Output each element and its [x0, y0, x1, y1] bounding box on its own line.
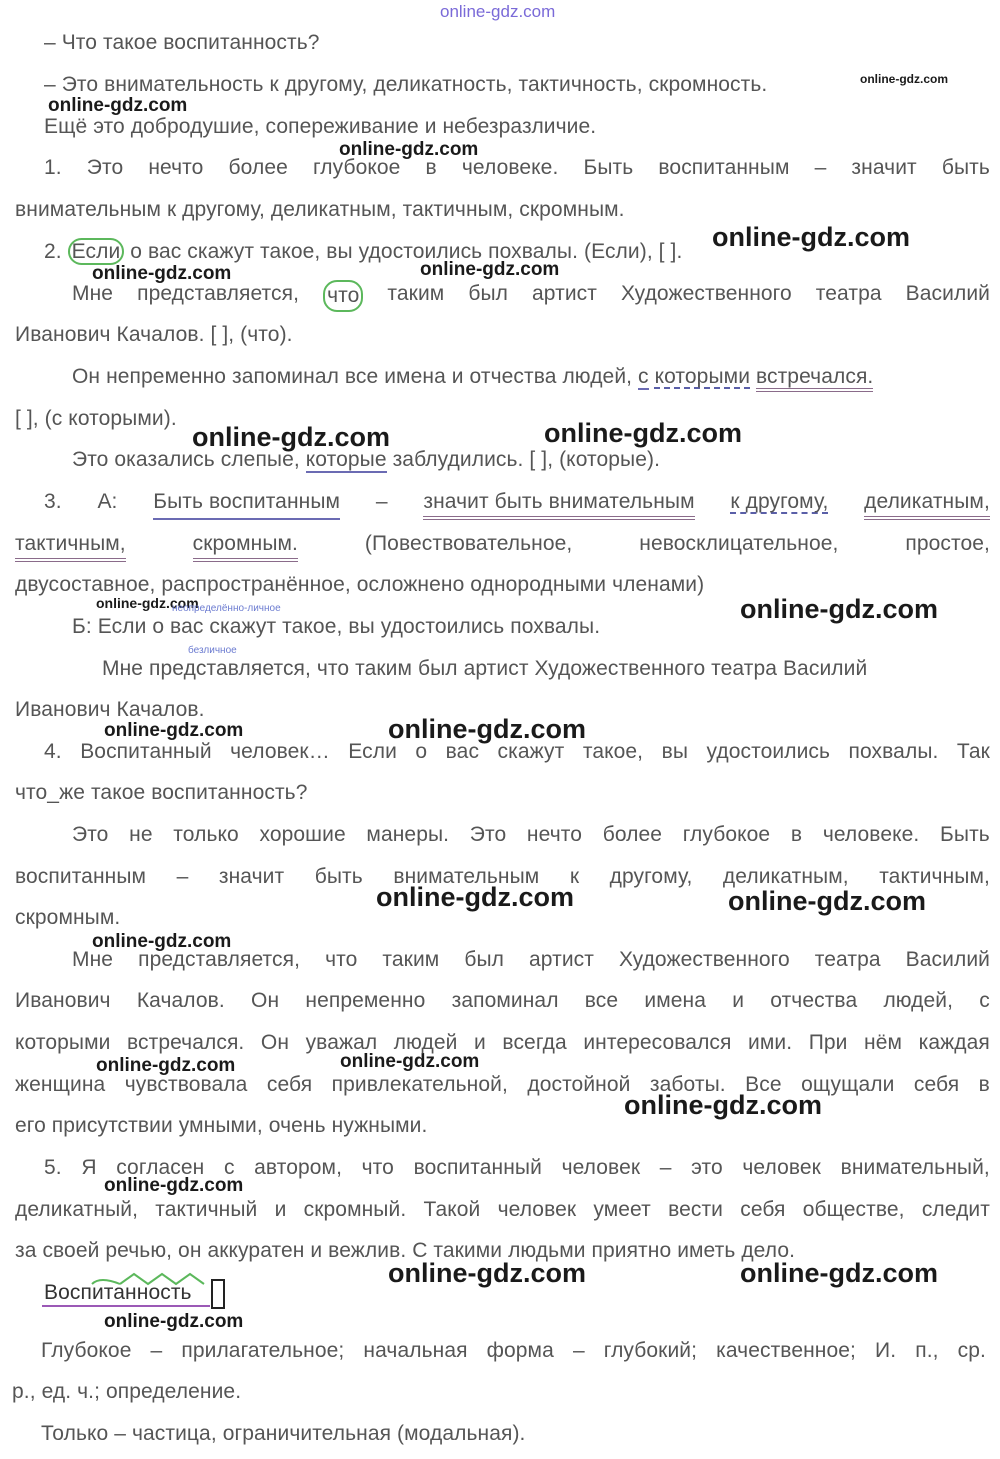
- p3-line-f: Иванович Качалов.: [15, 698, 205, 721]
- watermark: online-gdz.com: [96, 595, 199, 611]
- p3-line-b: тактичным, скромным. (Повествовательное, невосклицательное, простое,: [15, 530, 990, 562]
- p4-line-b: что_же такое воспитанность?: [15, 781, 308, 804]
- morph-line-1a: Глубокое – прилагательное; начальная форма – глубокий; качественное; И. п., ср.: [41, 1339, 986, 1362]
- watermark: online-gdz.com: [96, 1055, 236, 1076]
- p4-line-j: его присутствии умными, очень нужными.: [15, 1114, 428, 1137]
- p5-line-c: за своей речью, он аккуратен и вежлив. С такими людьми приятно иметь дело.: [15, 1239, 796, 1262]
- label-impersonal: безличное: [188, 645, 237, 656]
- answer-line-1: – Это внимательность к другому, деликатность, тактичность, скромность.: [44, 73, 768, 96]
- p4-line-i: женщина чувствовала себя привлекательной, достойной заботы. Все ощущали себя в: [15, 1073, 990, 1096]
- watermark: online-gdz.com: [624, 1090, 822, 1120]
- watermark: online-gdz.com: [740, 1258, 938, 1288]
- p4-line-e: скромным.: [15, 906, 121, 929]
- p1-line-b: внимательным к другому, деликатным, тактичным, скромным.: [15, 198, 625, 221]
- p3-line-a: 3. А: Быть воспитанным – значит быть внимательным к другому, деликатным,: [44, 488, 990, 520]
- watermark: online-gdz.com: [192, 422, 390, 452]
- watermark: online-gdz.com: [104, 1311, 244, 1332]
- watermark: online-gdz.com: [388, 1258, 586, 1288]
- p4-line-h: которыми встречался. Он уважал людей и всегда интересовался ими. При нём каждая: [15, 1031, 990, 1054]
- p3-line-d: Б: Если о вас скажут такое, вы удостоились похвалы.: [72, 615, 601, 638]
- p2-line-c: Иванович Качалов. [ ], (что).: [15, 323, 293, 346]
- watermark: online-gdz.com: [712, 222, 910, 252]
- morpheme-word: Воспитанность: [44, 1281, 192, 1304]
- p3-line-c: двусоставное, распространённое, осложнено однородными членами): [15, 573, 705, 596]
- p4-line-d: воспитанным – значит быть внимательным к другому, деликатным, тактичным,: [15, 865, 990, 888]
- morph-line-1b: р., ед. ч.; определение.: [12, 1380, 242, 1403]
- p3-line-e: Мне представляется, что таким был артист Художественного театра Василий: [102, 657, 868, 680]
- morph-line-2: Только – частица, ограничительная (модальная).: [41, 1422, 526, 1445]
- circled-word: Если: [68, 238, 125, 265]
- p2-line-a: 2. Если о вас скажут такое, вы удостоились похвалы. (Если), [ ].: [44, 240, 683, 263]
- p4-line-c: Это не только хорошие манеры. Это нечто более глубокое в человеке. Быть: [72, 823, 990, 846]
- answer-line-2: Ещё это добродушие, сопереживание и небезразличие.: [44, 115, 597, 138]
- watermark-top: online-gdz.com: [440, 2, 556, 21]
- p2-line-f: Это оказались слепые, которые заблудились. [ ], (которые).: [72, 448, 661, 471]
- label-indefinite-personal: неопределённо-личное: [172, 603, 281, 614]
- p4-line-f: Мне представляется, что таким был артист Художественного театра Василий: [72, 948, 990, 971]
- watermark: online-gdz.com: [340, 1051, 480, 1072]
- watermark: online-gdz.com: [104, 720, 244, 741]
- watermark: online-gdz.com: [92, 263, 232, 284]
- watermark: online-gdz.com: [388, 714, 586, 744]
- watermark: online-gdz.com: [48, 95, 188, 116]
- watermark: online-gdz.com: [860, 72, 948, 86]
- p5-line-a: 5. Я согласен с автором, что воспитанный человек – это человек внимательный,: [44, 1156, 990, 1179]
- watermark: online-gdz.com: [376, 882, 574, 912]
- p5-line-b: деликатный, тактичный и скромный. Такой человек умеет вести себя обществе, следит: [15, 1198, 990, 1221]
- watermark: online-gdz.com: [544, 418, 742, 448]
- circled-word: что: [323, 280, 363, 312]
- watermark: online-gdz.com: [92, 931, 232, 952]
- p4-line-g: Иванович Качалов. Он непременно запоминал все имена и отчества людей, с: [15, 989, 990, 1012]
- question-line: – Что такое воспитанность?: [44, 31, 320, 54]
- p2-line-e: [ ], (с которыми).: [15, 407, 177, 430]
- watermark: online-gdz.com: [420, 259, 560, 280]
- p1-line-a: 1. Это нечто более глубокое в человеке. Быть воспитанным – значит быть: [44, 156, 990, 179]
- watermark: online-gdz.com: [728, 886, 926, 916]
- watermark: online-gdz.com: [740, 594, 938, 624]
- watermark: online-gdz.com: [339, 139, 479, 160]
- watermark: online-gdz.com: [104, 1175, 244, 1196]
- p2-line-d: Он непременно запоминал все имена и отчества людей, с которыми встречался.: [72, 363, 873, 391]
- p4-line-a: 4. Воспитанный человек… Если о вас скажут такое, вы удостоились похвалы. Так: [44, 740, 990, 763]
- p2-line-b: Мне представляется, что таким был артист Художественного театра Василий: [72, 280, 990, 312]
